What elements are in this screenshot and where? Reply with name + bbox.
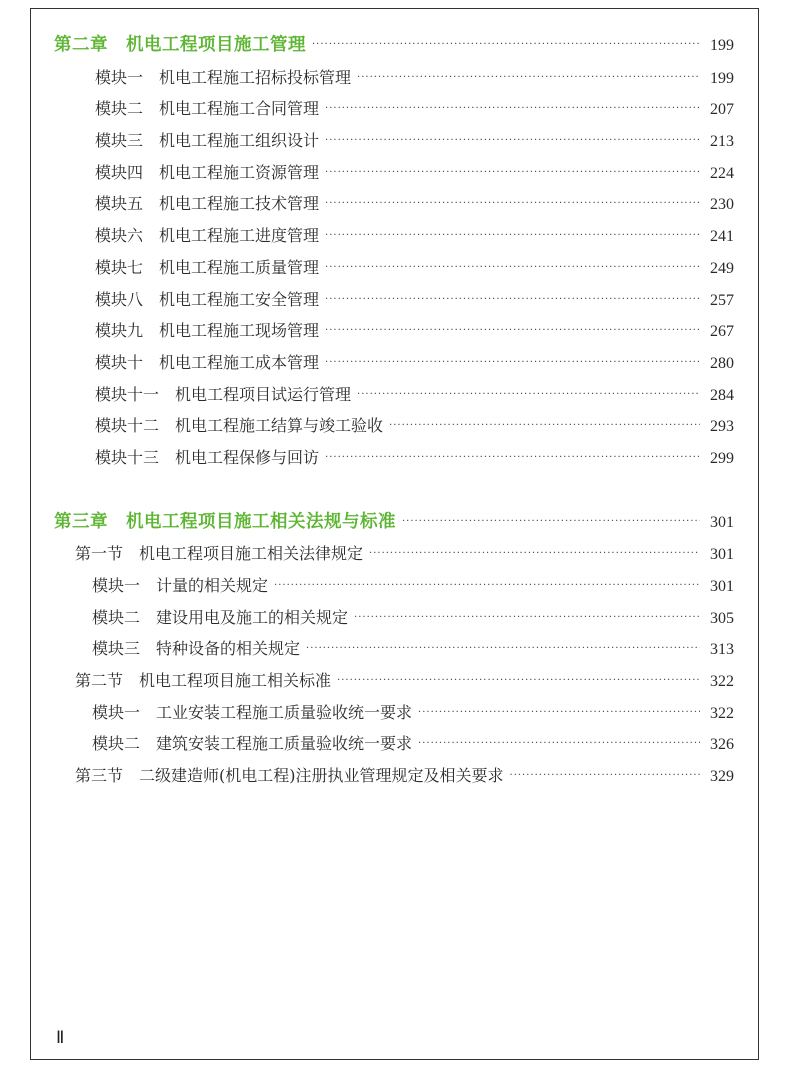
- leader-dots: [274, 570, 700, 602]
- entry-title: 机电工程施工质量管理: [159, 257, 320, 277]
- leader-dots: [418, 728, 700, 760]
- entry-title: 机电工程保修与回访: [175, 447, 320, 467]
- page-ref: 280: [710, 354, 734, 372]
- section-entry[interactable]: [54, 538, 734, 570]
- entry-number: 模块六: [95, 226, 144, 246]
- page-ref: 305: [710, 609, 734, 627]
- toc-entry[interactable]: [54, 410, 734, 442]
- page-ref: 313: [710, 641, 734, 659]
- page-ref: 299: [710, 449, 734, 467]
- entry-number: 模块二: [95, 99, 144, 119]
- entry-title: 机电工程施工安全管理: [159, 289, 320, 309]
- entry-title: 机电工程施工进度管理: [159, 226, 320, 246]
- leader-dots: [357, 62, 700, 94]
- leader-dots: [325, 157, 700, 189]
- toc-entry[interactable]: [54, 728, 734, 760]
- entry-number: 模块一: [95, 67, 144, 87]
- toc-entry[interactable]: [54, 188, 734, 220]
- page-ref: 199: [710, 69, 734, 87]
- toc-entry[interactable]: [54, 347, 734, 379]
- leader-dots: [510, 760, 700, 792]
- entry-title: 机电工程施工技术管理: [159, 194, 320, 214]
- entry-title: 机电工程施工资源管理: [159, 162, 320, 182]
- leader-dots: [354, 602, 700, 634]
- entry-title: 机电工程施工现场管理: [159, 321, 320, 341]
- entry-title: 特种设备的相关规定: [156, 639, 301, 659]
- page-ref: 267: [710, 323, 734, 341]
- entry-number: 第三节: [75, 766, 124, 786]
- entry-number: 模块十一: [95, 384, 160, 404]
- toc-entry[interactable]: [54, 697, 734, 729]
- entry-title: 建设用电及施工的相关规定: [156, 607, 349, 627]
- entry-title: 机电工程项目试运行管理: [175, 384, 352, 404]
- entry-number: 模块十二: [95, 416, 160, 436]
- chapter-title: 第二章 机电工程项目施工管理: [54, 35, 306, 55]
- entry-number: 模块一: [92, 576, 141, 595]
- leader-dots: [325, 252, 700, 284]
- section-entry[interactable]: [54, 760, 734, 792]
- toc-entry[interactable]: [54, 252, 734, 284]
- entry-number: 模块十三: [95, 447, 160, 467]
- entry-number: 模块一: [92, 702, 141, 722]
- entry-number: 模块三: [92, 639, 141, 659]
- entry-number: 模块八: [95, 289, 144, 309]
- toc-entry[interactable]: [54, 62, 734, 94]
- leader-dots: [312, 29, 700, 61]
- page-ref: 322: [710, 673, 734, 691]
- section-entry[interactable]: [54, 665, 734, 697]
- toc-entry[interactable]: [54, 93, 734, 125]
- entry-title: 机电工程施工结算与竣工验收: [175, 416, 384, 436]
- page-ref: 329: [710, 768, 734, 786]
- page-ref: 230: [710, 196, 734, 214]
- leader-dots: [325, 442, 700, 474]
- entry-title: 建筑安装工程施工质量验收统一要求: [156, 734, 413, 754]
- entry-title: 机电工程施工成本管理: [159, 352, 320, 372]
- leader-dots: [325, 188, 700, 220]
- toc-entry[interactable]: [54, 602, 734, 634]
- toc-entry[interactable]: [54, 442, 734, 474]
- page-ref: 301: [710, 546, 734, 564]
- page-ref: 224: [710, 164, 734, 182]
- entry-number: 模块五: [95, 194, 144, 214]
- page-ref: 326: [710, 736, 734, 754]
- entry-title: 计量的相关规定: [156, 576, 269, 595]
- entry-title: 机电工程项目施工相关标准: [139, 671, 332, 691]
- leader-dots: [337, 665, 700, 697]
- entry-number: 第一节: [75, 544, 124, 564]
- leader-dots: [325, 347, 700, 379]
- page-ref: 322: [710, 704, 734, 722]
- entry-number: 模块二: [92, 607, 141, 627]
- toc-entry[interactable]: [54, 315, 734, 347]
- entry-title: 工业安装工程施工质量验收统一要求: [156, 702, 413, 722]
- leader-dots: [389, 410, 700, 442]
- leader-dots: [306, 633, 700, 665]
- page-ref: 257: [710, 291, 734, 309]
- leader-dots: [325, 220, 700, 252]
- page-ref: 301: [710, 513, 734, 531]
- page-ref: 241: [710, 228, 734, 246]
- toc-entry[interactable]: [54, 125, 734, 157]
- chapter-2-heading[interactable]: [54, 30, 734, 62]
- section-gap: [54, 474, 734, 507]
- entry-title: 机电工程施工合同管理: [159, 99, 320, 119]
- chapter-title: 第三章 机电工程项目施工相关法规与标准: [54, 511, 396, 532]
- entry-number: 模块七: [95, 257, 144, 277]
- entry-number: 模块三: [95, 131, 144, 151]
- toc-entry[interactable]: [54, 570, 734, 602]
- entry-title: 机电工程施工招标投标管理: [159, 67, 352, 87]
- leader-dots: [418, 697, 700, 729]
- leader-dots: [325, 125, 700, 157]
- page-ref: 213: [710, 133, 734, 151]
- page-ref: 207: [710, 101, 734, 119]
- entry-title: 二级建造师(机电工程)注册执业管理规定及相关要求: [139, 766, 504, 786]
- table-of-contents: [54, 30, 734, 792]
- leader-dots: [325, 315, 700, 347]
- leader-dots: [402, 506, 700, 538]
- leader-dots: [357, 379, 700, 411]
- toc-entry[interactable]: [54, 284, 734, 316]
- leader-dots: [369, 538, 700, 570]
- toc-entry[interactable]: [54, 220, 734, 252]
- page-ref: 249: [710, 259, 734, 277]
- page-number: Ⅱ: [56, 1028, 65, 1047]
- toc-entry[interactable]: [54, 157, 734, 189]
- entry-number: 第二节: [75, 671, 124, 691]
- toc-entry[interactable]: [54, 379, 734, 411]
- page-ref: 284: [710, 386, 734, 404]
- page-ref: 199: [710, 37, 734, 54]
- leader-dots: [325, 93, 700, 125]
- page-ref: 293: [710, 418, 734, 436]
- entry-number: 模块四: [95, 162, 144, 182]
- toc-entry[interactable]: [54, 633, 734, 665]
- entry-number: 模块二: [92, 734, 141, 754]
- entry-number: 模块十: [95, 352, 144, 372]
- chapter-3-heading[interactable]: [54, 507, 734, 539]
- page-ref: 301: [710, 578, 734, 595]
- entry-number: 模块九: [95, 321, 144, 341]
- entry-title: 机电工程施工组织设计: [159, 131, 320, 151]
- leader-dots: [325, 284, 700, 316]
- entry-title: 机电工程项目施工相关法律规定: [139, 544, 364, 564]
